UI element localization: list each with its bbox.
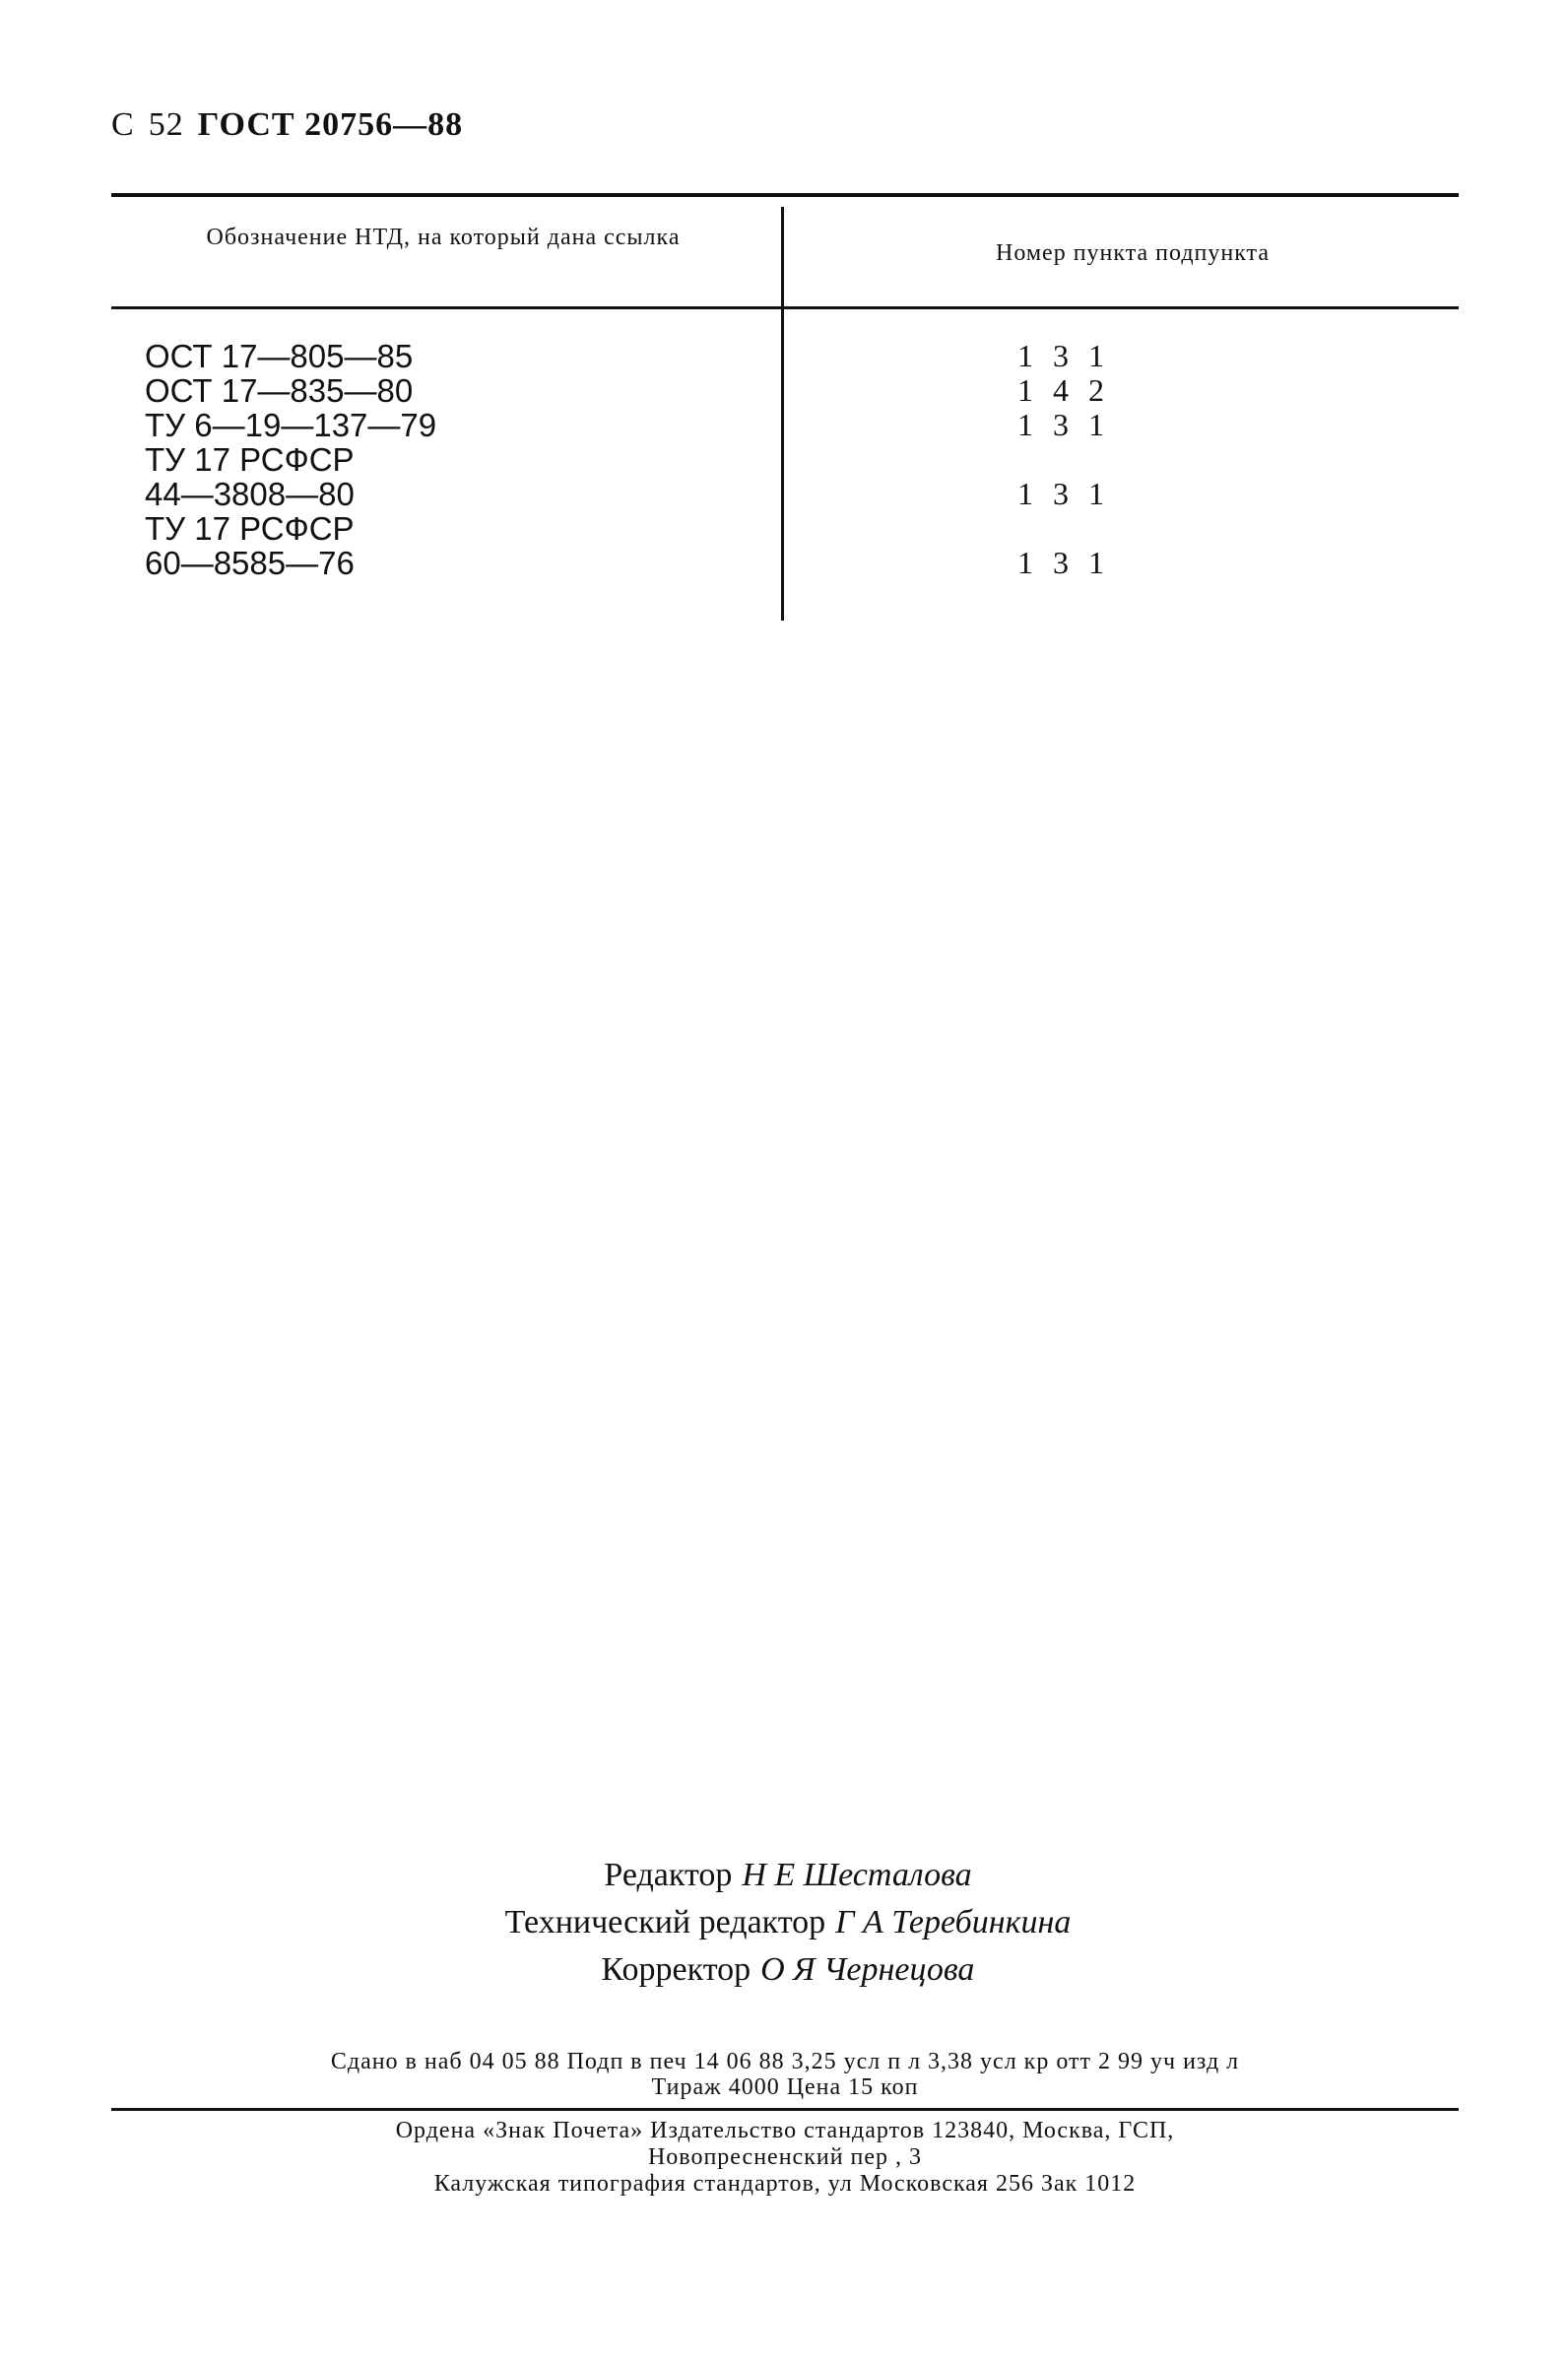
reference-item: 44—3808—80 <box>145 476 355 512</box>
corrector-role: Корректор <box>601 1951 751 1988</box>
reference-item: ТУ 17 РСФСР <box>145 510 355 547</box>
reference-item: 60—8585—76 <box>145 545 355 581</box>
credits-block <box>295 1852 1280 1994</box>
table-top-rule <box>111 193 1459 197</box>
publisher-block <box>111 2118 1459 2198</box>
reference-item: ТУ 17 РСФСР <box>145 441 355 478</box>
printing-house: Калужская типография стандартов, ул Московская 256 Зак 1012 <box>433 2171 1137 2197</box>
imprint-line: Сдано в наб 04 05 88 Подп в печ 14 06 88 3,25 усл п л 3,38 усл кр отт 2 99 уч изд л <box>330 2049 1240 2074</box>
page-number: 52 <box>148 106 184 143</box>
clause-item: 1 3 1 <box>1017 545 1110 580</box>
clause-item: 1 4 2 <box>1017 372 1110 408</box>
clause-item <box>886 442 1241 477</box>
tech-editor-name: Г А Теребинкина <box>835 1904 1072 1940</box>
editor-line <box>295 1852 1280 1899</box>
clause-list <box>886 339 1241 580</box>
reference-item: ТУ 6—19—137—79 <box>145 407 437 443</box>
publisher-address: Новопресненский пер , 3 <box>647 2144 923 2170</box>
tech-editor-line <box>295 1899 1280 1946</box>
page-header <box>111 106 463 144</box>
corrector-name: О Я Чернецова <box>760 1951 975 1988</box>
reference-item: ОСТ 17—835—80 <box>145 372 414 409</box>
page-letter: С <box>111 106 135 143</box>
clause-item: 1 3 1 <box>1017 476 1110 511</box>
tech-editor-role: Технический редактор <box>504 1904 826 1940</box>
table-header-rule <box>111 306 1459 309</box>
table-column-divider <box>781 207 784 621</box>
clause-item: 1 3 1 <box>1017 407 1110 442</box>
reference-item: ОСТ 17—805—85 <box>145 338 414 374</box>
standard-designation: ГОСТ 20756—88 <box>197 106 464 143</box>
clause-item: 1 3 1 <box>1017 338 1110 373</box>
clause-item <box>886 511 1241 546</box>
circulation-price: Тираж 4000 Цена 15 коп <box>651 2074 919 2100</box>
publisher-line: Ордена «Знак Почета» Издательство стандартов 123840, Москва, ГСП, <box>395 2118 1175 2143</box>
editor-name: Н Е Шесталова <box>742 1857 972 1893</box>
reference-list <box>145 339 436 580</box>
table-header-clause: Номер пункта подпункта <box>995 240 1270 266</box>
editor-role: Редактор <box>604 1857 733 1893</box>
footer-rule <box>111 2108 1459 2111</box>
corrector-line <box>295 1946 1280 1994</box>
table-header-reference: Обозначение НТД, на который дана ссылка <box>206 225 681 250</box>
